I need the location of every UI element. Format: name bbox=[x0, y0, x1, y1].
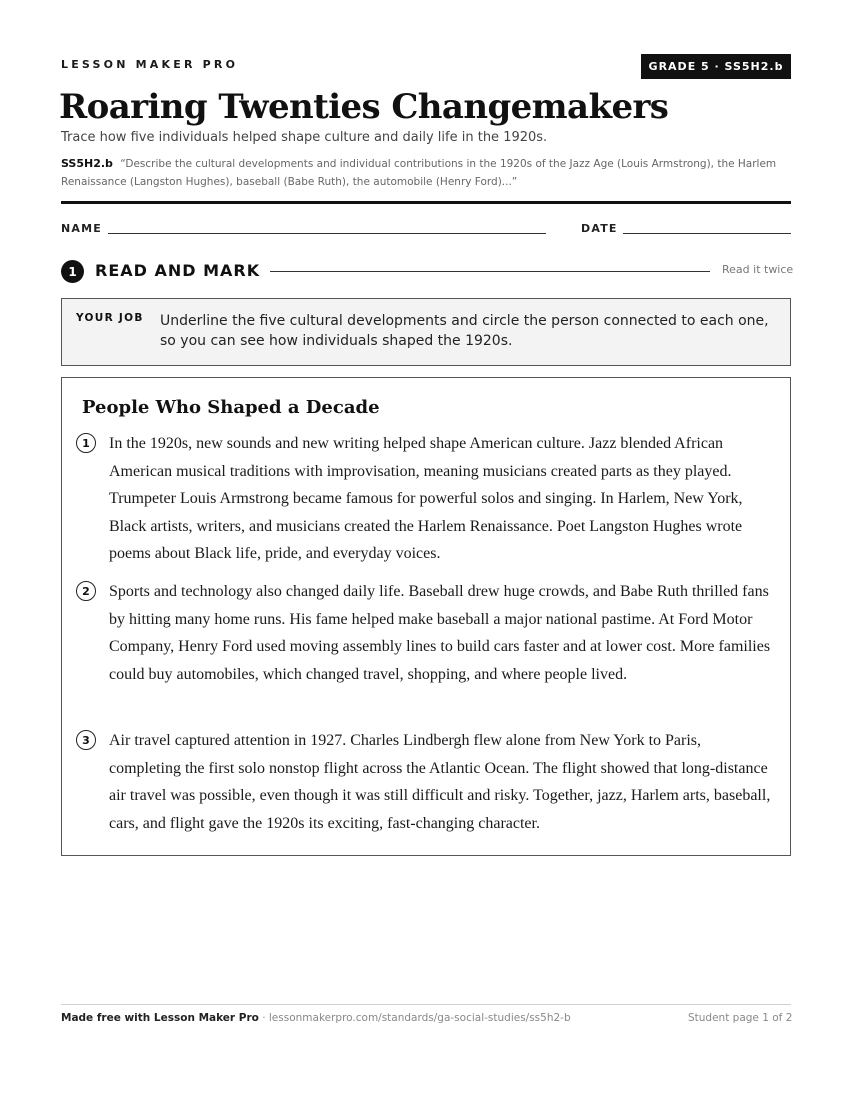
footer-credit bbox=[61, 1012, 571, 1024]
paragraph-3: Air travel captured attention in 1927. Charles Lindbergh flew alone from New York to Paris, completing the first solo nonstop flight across the Atlantic Ocean. The flight showed that long-distance air travel was possible, even though it was still difficult and risky. Together, jazz, Harlem arts, baseball, cars, and flight gave the 1920s its exciting, fast-changing character. bbox=[109, 732, 771, 832]
your-job-box bbox=[61, 298, 791, 366]
standard-text: “Describe the cultural developments and individual contributions in the 1920s of the Jazz Age (Louis Armstrong), the Harlem Renaissance (Langston Hughes), baseball (Babe Ruth), the automobile (Henry Ford)...” bbox=[61, 158, 777, 188]
footer-page-number: Student page 1 of 2 bbox=[688, 1012, 793, 1024]
standard-code: SS5H2.b bbox=[61, 157, 113, 170]
paragraph-2: Sports and technology also changed daily life. Baseball drew huge crowds, and Babe Ruth thrilled fans by hitting many home runs. His fame helped make baseball a major national pastime. At Ford Motor Company, Henry Ford used moving assembly lines to build cars faster and at lower cost. More families could buy automobiles, which changed travel, shopping, and where people lived. bbox=[109, 583, 771, 683]
your-job-instructions: Underline the five cultural developments and circle the person connected to each one, so you can see how individuals shaped the 1920s. bbox=[160, 313, 769, 349]
reading-title: People Who Shaped a Decade bbox=[82, 397, 380, 418]
your-job-label: YOUR JOB bbox=[76, 312, 144, 324]
date-field-line[interactable] bbox=[623, 233, 791, 234]
footer-divider bbox=[61, 1004, 791, 1005]
header-divider bbox=[61, 201, 791, 204]
name-field-line[interactable] bbox=[108, 233, 546, 234]
reading-passage-box bbox=[61, 377, 791, 856]
worksheet-title: Roaring Twenties Changemakers bbox=[59, 87, 669, 127]
paragraph-number-2: 2 bbox=[76, 581, 96, 601]
brand-name: LESSON MAKER PRO bbox=[61, 58, 239, 71]
footer-url[interactable]: · lessonmakerpro.com/standards/ga-social-studies/ss5h2-b bbox=[262, 1012, 571, 1024]
paragraph-1: In the 1920s, new sounds and new writing helped shape American culture. Jazz blended African American musical traditions with improvisation, meaning musicians created parts as they played. Trumpeter Louis Armstrong became famous for powerful solos and singing. In Harlem, New York, Black artists, writers, and musicians created the Harlem Renaissance. Poet Langston Hughes wrote poems about Black life, pride, and everyday voices. bbox=[109, 435, 743, 562]
section-divider bbox=[270, 271, 710, 272]
worksheet-subtitle: Trace how five individuals helped shape culture and daily life in the 1920s. bbox=[61, 130, 548, 145]
grade-badge: GRADE 5 · SS5H2.b bbox=[641, 54, 791, 79]
section-hint: Read it twice bbox=[722, 263, 794, 276]
footer-made-with: Made free with Lesson Maker Pro bbox=[61, 1012, 259, 1024]
standard-description bbox=[61, 155, 791, 191]
section-title: READ AND MARK bbox=[95, 261, 261, 280]
paragraph-number-3: 3 bbox=[76, 730, 96, 750]
paragraph-number-1: 1 bbox=[76, 433, 96, 453]
section-number-badge: 1 bbox=[61, 260, 84, 283]
name-label: NAME bbox=[61, 222, 102, 235]
date-label: DATE bbox=[581, 222, 618, 235]
